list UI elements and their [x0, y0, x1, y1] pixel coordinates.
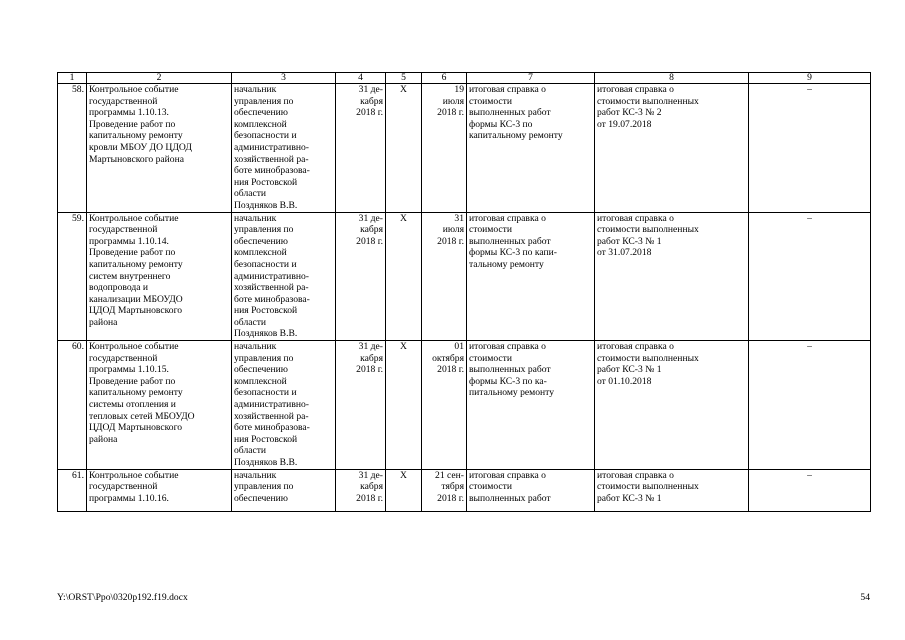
responsible-cell: начальник управления по обеспечению	[232, 469, 336, 511]
col5-cell: Х	[386, 469, 422, 511]
header-row	[58, 73, 871, 84]
header-cell: 5	[386, 73, 422, 84]
document-table	[57, 72, 871, 512]
table-row	[58, 469, 871, 511]
result-cell: итоговая справка о стоимости выполненных работ КС-3 № 2 от 19.07.2018	[595, 84, 749, 213]
header-cell: 4	[336, 73, 386, 84]
note-cell: –	[749, 212, 871, 341]
responsible-cell: начальник управления по обеспечению комплексной безопасности и административно- хозяйственной ра- боте минобразова- ния Ростовской области Поздняков В.В.	[232, 84, 336, 213]
event-cell: Контрольное событие государственной программы 1.10.15. Проведение работ по капитальному ремонту системы отопления и тепловых сетей МБОУДО ЦДОД Мартыновского района	[87, 341, 232, 470]
table-body	[58, 73, 871, 512]
row-number: 58.	[58, 84, 87, 213]
document-cell: итоговая справка о стоимости выполненных работ формы КС-3 по капи- тальному ремонту	[467, 212, 595, 341]
document-cell: итоговая справка о стоимости выполненных работ формы КС-3 по капитальному ремонту	[467, 84, 595, 213]
actual-date-cell: 01 октября 2018 г.	[422, 341, 467, 470]
note-cell: –	[749, 84, 871, 213]
actual-date-cell: 31 июля 2018 г.	[422, 212, 467, 341]
col5-cell: Х	[386, 84, 422, 213]
result-cell: итоговая справка о стоимости выполненных работ КС-3 № 1 от 31.07.2018	[595, 212, 749, 341]
header-cell: 6	[422, 73, 467, 84]
responsible-cell: начальник управления по обеспечению комплексной безопасности и административно- хозяйственной ра- боте минобразова- ния Ростовской области Поздняков В.В.	[232, 212, 336, 341]
actual-date-cell: 19 июля 2018 г.	[422, 84, 467, 213]
note-cell: –	[749, 469, 871, 511]
document-cell: итоговая справка о стоимости выполненных работ	[467, 469, 595, 511]
table-row	[58, 84, 871, 213]
row-number: 60.	[58, 341, 87, 470]
header-cell: 7	[467, 73, 595, 84]
header-cell: 2	[87, 73, 232, 84]
responsible-cell: начальник управления по обеспечению комплексной безопасности и административно- хозяйственной ра- боте минобразова- ния Ростовской области Поздняков В.В.	[232, 341, 336, 470]
result-cell: итоговая справка о стоимости выполненных работ КС-3 № 1	[595, 469, 749, 511]
event-cell: Контрольное событие государственной программы 1.10.16.	[87, 469, 232, 511]
col5-cell: Х	[386, 341, 422, 470]
footer-file-path: Y:\ORST\Ppo\0320p192.f19.docx	[57, 592, 188, 603]
col5-cell: Х	[386, 212, 422, 341]
note-cell: –	[749, 341, 871, 470]
result-cell: итоговая справка о стоимости выполненных работ КС-3 № 1 от 01.10.2018	[595, 341, 749, 470]
planned-date-cell: 31 де- кабря 2018 г.	[336, 84, 386, 213]
planned-date-cell: 31 де- кабря 2018 г.	[336, 469, 386, 511]
header-cell: 1	[58, 73, 87, 84]
row-number: 61.	[58, 469, 87, 511]
header-cell: 8	[595, 73, 749, 84]
actual-date-cell: 21 сен- тября 2018 г.	[422, 469, 467, 511]
table-row	[58, 212, 871, 341]
event-cell: Контрольное событие государственной программы 1.10.14. Проведение работ по капитальному ремонту систем внутреннего водопровода и канализации МБОУДО ЦДОД Мартыновского района	[87, 212, 232, 341]
planned-date-cell: 31 де- кабря 2018 г.	[336, 341, 386, 470]
table-row	[58, 341, 871, 470]
row-number: 59.	[58, 212, 87, 341]
planned-date-cell: 31 де- кабря 2018 г.	[336, 212, 386, 341]
header-cell: 3	[232, 73, 336, 84]
header-cell: 9	[749, 73, 871, 84]
page-number: 54	[860, 592, 870, 603]
event-cell: Контрольное событие государственной программы 1.10.13. Проведение работ по капитальному ремонту кровли МБОУ ДО ЦДОД Мартыновского района	[87, 84, 232, 213]
document-cell: итоговая справка о стоимости выполненных работ формы КС-3 по ка- питальному ремонту	[467, 341, 595, 470]
